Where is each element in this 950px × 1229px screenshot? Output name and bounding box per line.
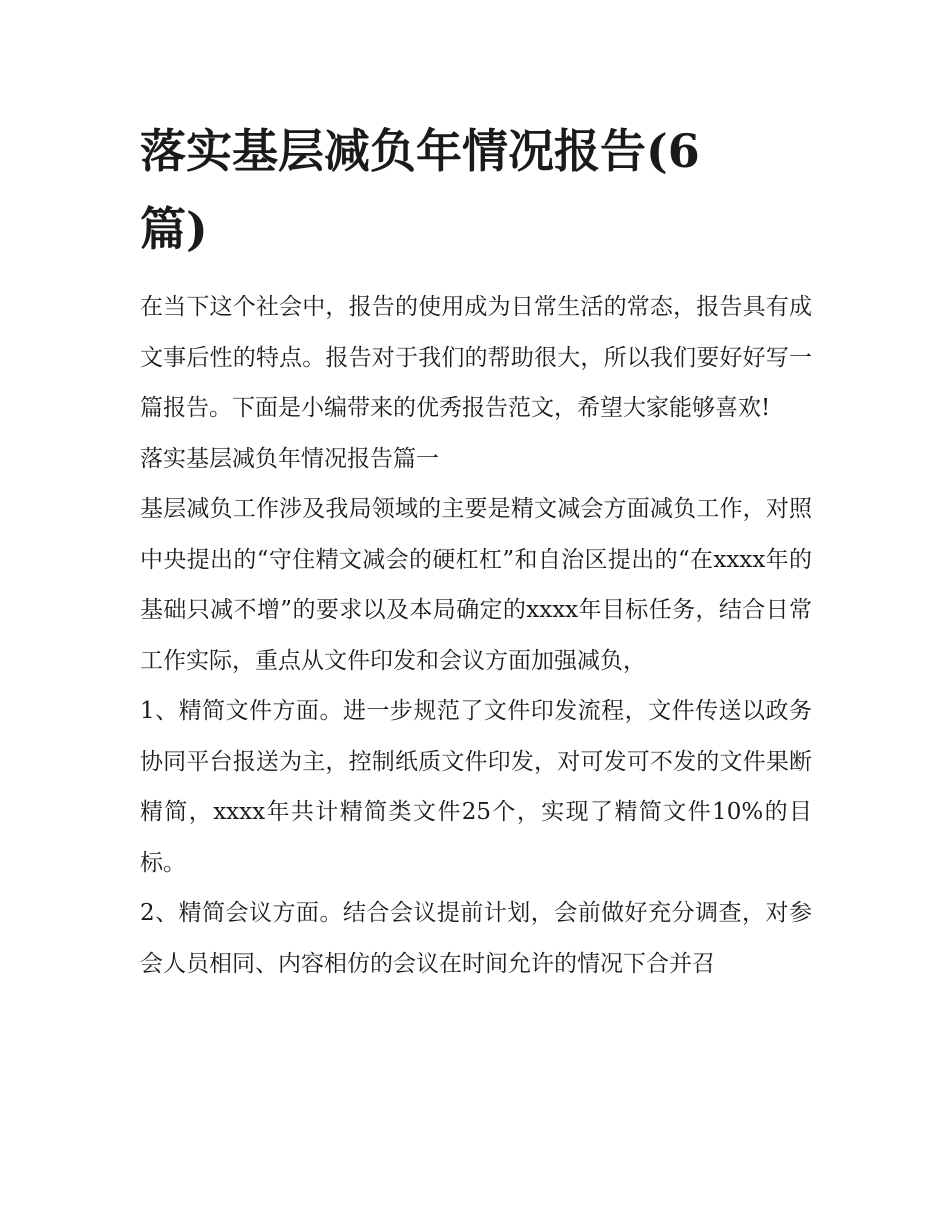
body-paragraph: 基层减负工作涉及我局领域的主要是精文减会方面减负工作，对照中央提出的“守住精文减会的硬杠杠”和自治区提出的“在xxxx年的基础只减不增”的要求以及本局确定的xxxx年目标任务，结合日常工作实际，重点从文件印发和会议方面加强减负， [140, 496, 812, 674]
list-item-2: 2、精简会议方面。结合会议提前计划，会前做好充分调查，对参会人员相同、内容相仿的会议在时间允许的情况下合并召 [140, 900, 812, 977]
list-item-1: 1、精简文件方面。进一步规范了文件印发流程，文件传送以政务协同平台报送为主，控制纸质文件印发，对可发可不发的文件果断精简，xxxx年共计精简类文件25个，实现了精简文件10%的目标。 [140, 698, 812, 876]
document-title: 落实基层减负年情况报告(6篇) [140, 124, 700, 256]
document-page [140, 112, 812, 989]
intro-paragraph: 在当下这个社会中，报告的使用成为日常生活的常态，报告具有成文事后性的特点。报告对于我们的帮助很大，所以我们要好好写一篇报告。下面是小编带来的优秀报告范文，希望大家能够喜欢! [140, 294, 812, 421]
section-heading: 落实基层减负年情况报告篇一 [140, 445, 439, 472]
